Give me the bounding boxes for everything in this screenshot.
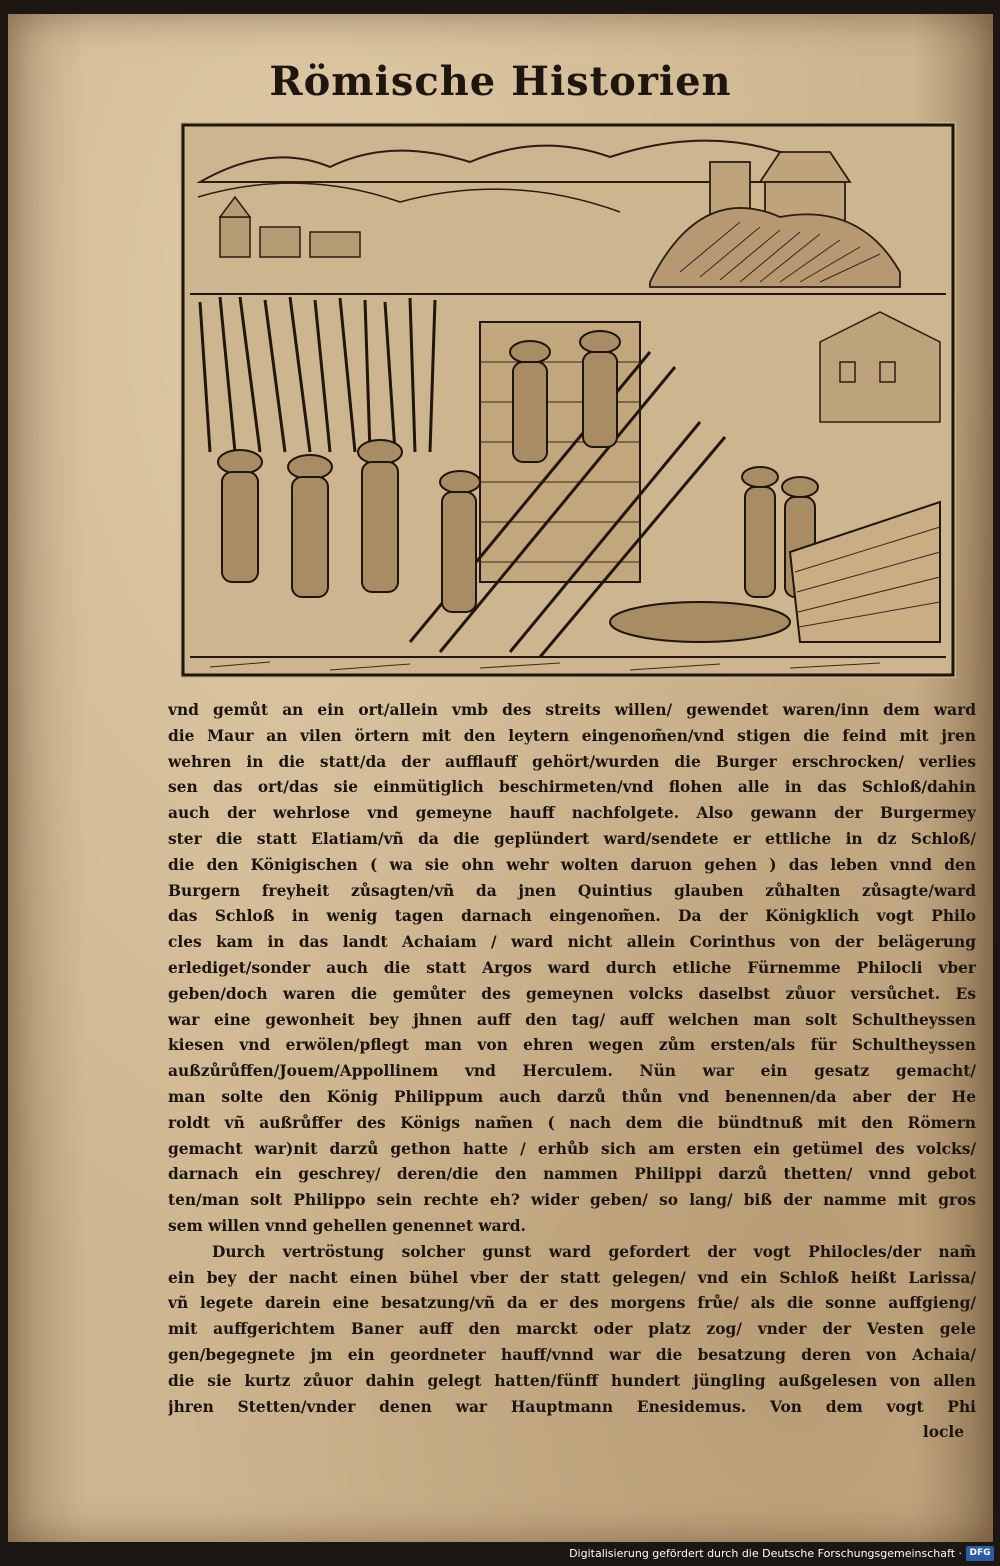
- text-line: ten/man solt Philippo sein rechte eh? wider geben/ so lang/ biß der namme mit gros: [168, 1191, 976, 1210]
- text-line: vnd gemůt an ein ort/allein vmb des streits willen/ gewendet waren/inn dem ward: [168, 701, 976, 719]
- text-line: wehren in die statt/da der aufflauff gehört/wurden die Burger erschrocken/ verlies: [168, 752, 976, 771]
- text-line: erlediget/sonder auch die statt Argos ward durch etliche Fürnemme Philocli vber: [168, 958, 976, 977]
- text-line: ein bey der nacht einen bühel vber der statt gelegen/ vnd ein Schloß heißt Larissa/: [168, 1268, 976, 1287]
- text-line: das Schloß in wenig tagen darnach eingenom̃en. Da der Königklich vogt Philo: [168, 907, 976, 926]
- text-line: cles kam in das landt Achaiam / ward nicht allein Corinthus von der belägerung: [168, 933, 976, 952]
- digitization-footer: [0, 1542, 1000, 1566]
- body-text: [168, 698, 976, 1446]
- text-line: die Maur an vilen örtern mit den leytern eingenom̃en/vnd stigen die feind mit jren: [168, 726, 976, 745]
- text-line: jhren Stetten/vnder denen war Hauptmann Enesidemus. Von dem vogt Phi: [168, 1397, 976, 1416]
- catchword: locle: [922, 1423, 964, 1442]
- text-line: sem willen vnnd gehellen genennet ward.: [168, 1216, 526, 1235]
- text-line: sen das ort/das sie einmütiglich beschirmeten/vnd flohen alle in das Schloß/dahin: [168, 778, 976, 797]
- text-line: außzůrůffen/Jouem/Appollinem vnd Herculem. Nün war ein gesatz gemacht/: [168, 1062, 976, 1081]
- woodcut-siege-scene: [180, 122, 956, 678]
- text-line: war eine gewonheit bey jhnen auff den tag/ auff welchen man solt Schultheyssen: [168, 1010, 976, 1029]
- text-line: darnach ein geschrey/ deren/die den nammen Philippi darzů thetten/ vnnd gebot: [168, 1165, 976, 1184]
- text-line: die sie kurtz zůuor dahin gelegt hatten/fünff hundert jüngling außgelesen von allen: [168, 1371, 976, 1390]
- text-line: kiesen vnd erwölen/pflegt man von ehren wegen zům ersten/als für Schultheyssen: [168, 1036, 976, 1055]
- running-title: Römische Historien: [269, 58, 732, 105]
- text-line: auch der wehrlose vnd gemeyne hauff nachfolgete. Also gewann der Burgermey: [168, 804, 976, 823]
- text-line: man solte den König Philippum auch darzů thůn vnd benennen/da aber der He: [168, 1087, 976, 1106]
- dfg-logo: DFG: [966, 1546, 994, 1561]
- woodcut-illustration: [180, 122, 956, 678]
- text-line: die den Königischen ( wa sie ohn wehr wolten daruon gehen ) das leben vnnd den: [168, 855, 976, 874]
- text-line: Durch vertröstung solcher gunst ward gefordert der vogt Philocles/der nam̃: [212, 1242, 976, 1261]
- text-line: geben/doch waren die gemůter des gemeynen volcks daselbst zůuor versůchet. Es: [168, 984, 976, 1003]
- paragraph-1: [168, 698, 976, 1240]
- text-line: mit auffgerichtem Baner auff den marckt oder platz zog/ vnder der Vesten gele: [168, 1320, 976, 1339]
- text-line: vñ legete darein eine besatzung/vñ da er des morgens frůe/ als die sonne auffgieng/: [168, 1294, 976, 1313]
- book-page: [8, 14, 993, 1542]
- text-line: gemacht war)nit darzů gethon hatte / erhůb sich am ersten ein getümel des volcks/: [168, 1139, 976, 1158]
- text-line: ster die statt Elatiam/vñ da die geplündert ward/sendete er ettliche in dz Schloß/: [168, 829, 976, 848]
- text-line: roldt vñ außrůffer des Königs nam̃en ( nach dem die bündtnuß mit den Römern: [168, 1113, 976, 1132]
- text-line: gen/begegnete jm ein geordneter hauff/vnnd war die besatzung deren von Achaia/: [168, 1345, 976, 1364]
- footer-credit: Digitalisierung gefördert durch die Deutsche Forschungsgemeinschaft ·: [569, 1547, 962, 1560]
- text-line: Burgern freyheit zůsagten/vñ da jnen Quintius glauben zůhalten zůsagte/ward: [168, 881, 976, 900]
- paragraph-2: [168, 1240, 976, 1421]
